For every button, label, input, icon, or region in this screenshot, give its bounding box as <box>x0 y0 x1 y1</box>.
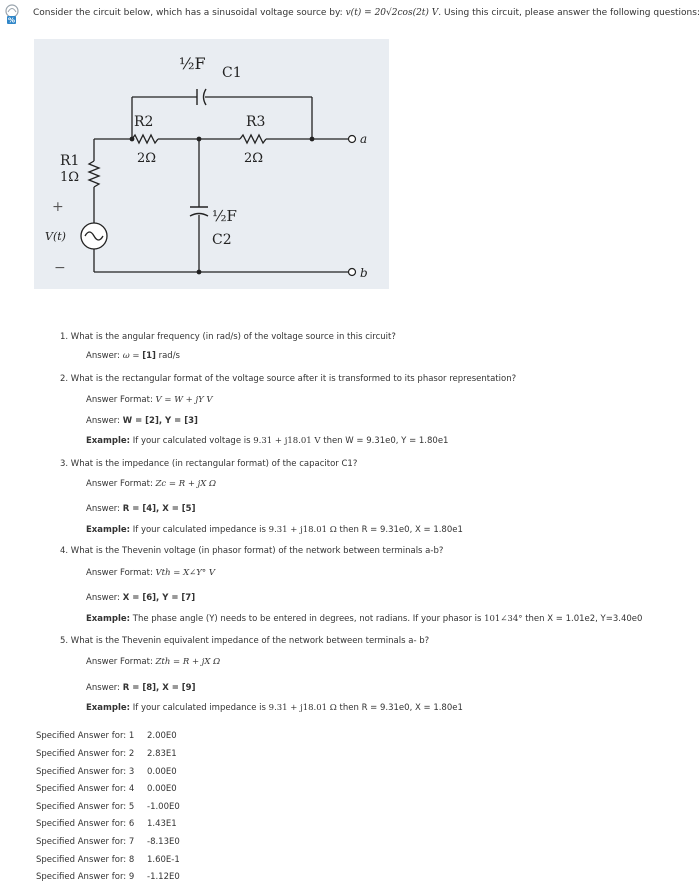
c2-label: C2 <box>212 232 232 248</box>
answer-1: Answer: ω = [1] rad/s <box>86 351 180 361</box>
example-4: Example: The phase angle (Y) needs to be entered in degrees, not radians. If your phasor is 101∠34° then X = 1.01e2, Y=3.40e0 <box>86 614 643 624</box>
answer-format-2: Answer Format: V = W + jY V <box>86 395 213 405</box>
c1-value: ½F <box>179 54 206 73</box>
answer-blank-6-7[interactable]: X = [6], Y = [7] <box>122 593 196 603</box>
terminal-b-label: b <box>360 266 368 280</box>
specified-answer-label: Specified Answer for: 4 <box>36 784 135 794</box>
specified-answer-label: Specified Answer for: 5 <box>36 802 135 812</box>
r2-label: R2 <box>134 114 154 130</box>
svg-text:%: % <box>7 16 16 25</box>
answer-5: Answer: R = [8], X = [9] <box>86 683 196 693</box>
example-2: Example: If your calculated voltage is 9.31 + j18.01 V then W = 9.31e0, Y = 1.80e1 <box>86 436 449 446</box>
intro-formula: v(t) = 20√2cos(2t) V <box>345 8 439 18</box>
circuit-diagram <box>34 39 389 289</box>
specified-answer-label: Specified Answer for: 6 <box>36 819 135 829</box>
answer-format-4: Answer Format: Vth = X∠Y° V <box>86 568 215 578</box>
specified-answer-label: Specified Answer for: 7 <box>36 837 135 847</box>
terminal-a-label: a <box>360 132 368 146</box>
question-5: 5. What is the Thevenin equivalent impedance of the network between terminals a- b? <box>60 636 430 646</box>
r3-label: R3 <box>246 114 266 130</box>
answer-format-5: Answer Format: Zth = R + jX Ω <box>86 657 221 667</box>
specified-answer-label: Specified Answer for: 1 <box>36 731 135 741</box>
answer-blank-8-9[interactable]: R = [8], X = [9] <box>122 683 196 693</box>
specified-answer-label: Specified Answer for: 8 <box>36 855 135 865</box>
c1-label: C1 <box>222 65 242 81</box>
question-intro <box>33 8 700 18</box>
r2-resistor <box>132 135 158 143</box>
answer-3: Answer: R = [4], X = [5] <box>86 504 196 514</box>
specified-answer-value: -1.12E0 <box>147 872 180 882</box>
specified-answer-label: Specified Answer for: 9 <box>36 872 135 882</box>
c1-capacitor <box>197 89 206 105</box>
answer-blank-2-3[interactable]: W = [2], Y = [3] <box>122 416 198 426</box>
specified-answer-value: 1.60E-1 <box>147 855 180 865</box>
specified-answer-value: 0.00E0 <box>147 784 177 794</box>
terminal-a-node <box>349 136 356 143</box>
source-minus: − <box>54 260 66 276</box>
question-1: 1. What is the angular frequency (in rad/s) of the voltage source in this circuit? <box>60 332 396 342</box>
intro-tail: . Using this circuit, please answer the following questions: <box>438 8 700 18</box>
r1-label: R1 <box>60 153 80 169</box>
specified-answer-label: Specified Answer for: 3 <box>36 767 135 777</box>
specified-answer-value: 0.00E0 <box>147 767 177 777</box>
specified-answer-value: 1.43E1 <box>147 819 177 829</box>
question-4: 4. What is the Thevenin voltage (in phasor format) of the network between terminals a-b? <box>60 546 444 556</box>
answer-2: Answer: W = [2], Y = [3] <box>86 416 198 426</box>
r2-value: 2Ω <box>137 151 157 166</box>
r3-resistor <box>240 135 266 143</box>
intro-lead: Consider the circuit below, which has a sinusoidal voltage source by: <box>33 8 346 18</box>
specified-answer-value: 2.83E1 <box>147 749 177 759</box>
c2-capacitor <box>190 207 208 216</box>
answer-4: Answer: X = [6], Y = [7] <box>86 593 196 603</box>
specified-answer-value: 2.00E0 <box>147 731 177 741</box>
answer-format-3: Answer Format: Zc = R + jX Ω <box>86 479 217 489</box>
specified-answer-value: -1.00E0 <box>147 802 180 812</box>
terminal-b-node <box>349 269 356 276</box>
example-3: Example: If your calculated impedance is 9.31 + j18.01 Ω then R = 9.31e0, X = 1.80e1 <box>86 525 463 535</box>
question-2: 2. What is the rectangular format of the voltage source after it is transformed to its phasor representation? <box>60 374 517 384</box>
answer-blank-1[interactable]: [1] <box>142 351 156 361</box>
r3-value: 2Ω <box>244 151 264 166</box>
question-3: 3. What is the impedance (in rectangular format) of the capacitor C1? <box>60 459 358 469</box>
r1-value: 1Ω <box>60 170 80 185</box>
answer-blank-4-5[interactable]: R = [4], X = [5] <box>122 504 196 514</box>
specified-answer-value: -8.13E0 <box>147 837 180 847</box>
c2-value: ½F <box>212 207 237 225</box>
calculated-question-icon <box>3 3 25 25</box>
source-label: V(t) <box>45 230 66 243</box>
voltage-source <box>81 223 107 249</box>
specified-answer-label: Specified Answer for: 2 <box>36 749 135 759</box>
example-5: Example: If your calculated impedance is 9.31 + j18.01 Ω then R = 9.31e0, X = 1.80e1 <box>86 703 463 713</box>
source-plus: + <box>52 199 64 215</box>
r1-resistor <box>89 161 99 187</box>
